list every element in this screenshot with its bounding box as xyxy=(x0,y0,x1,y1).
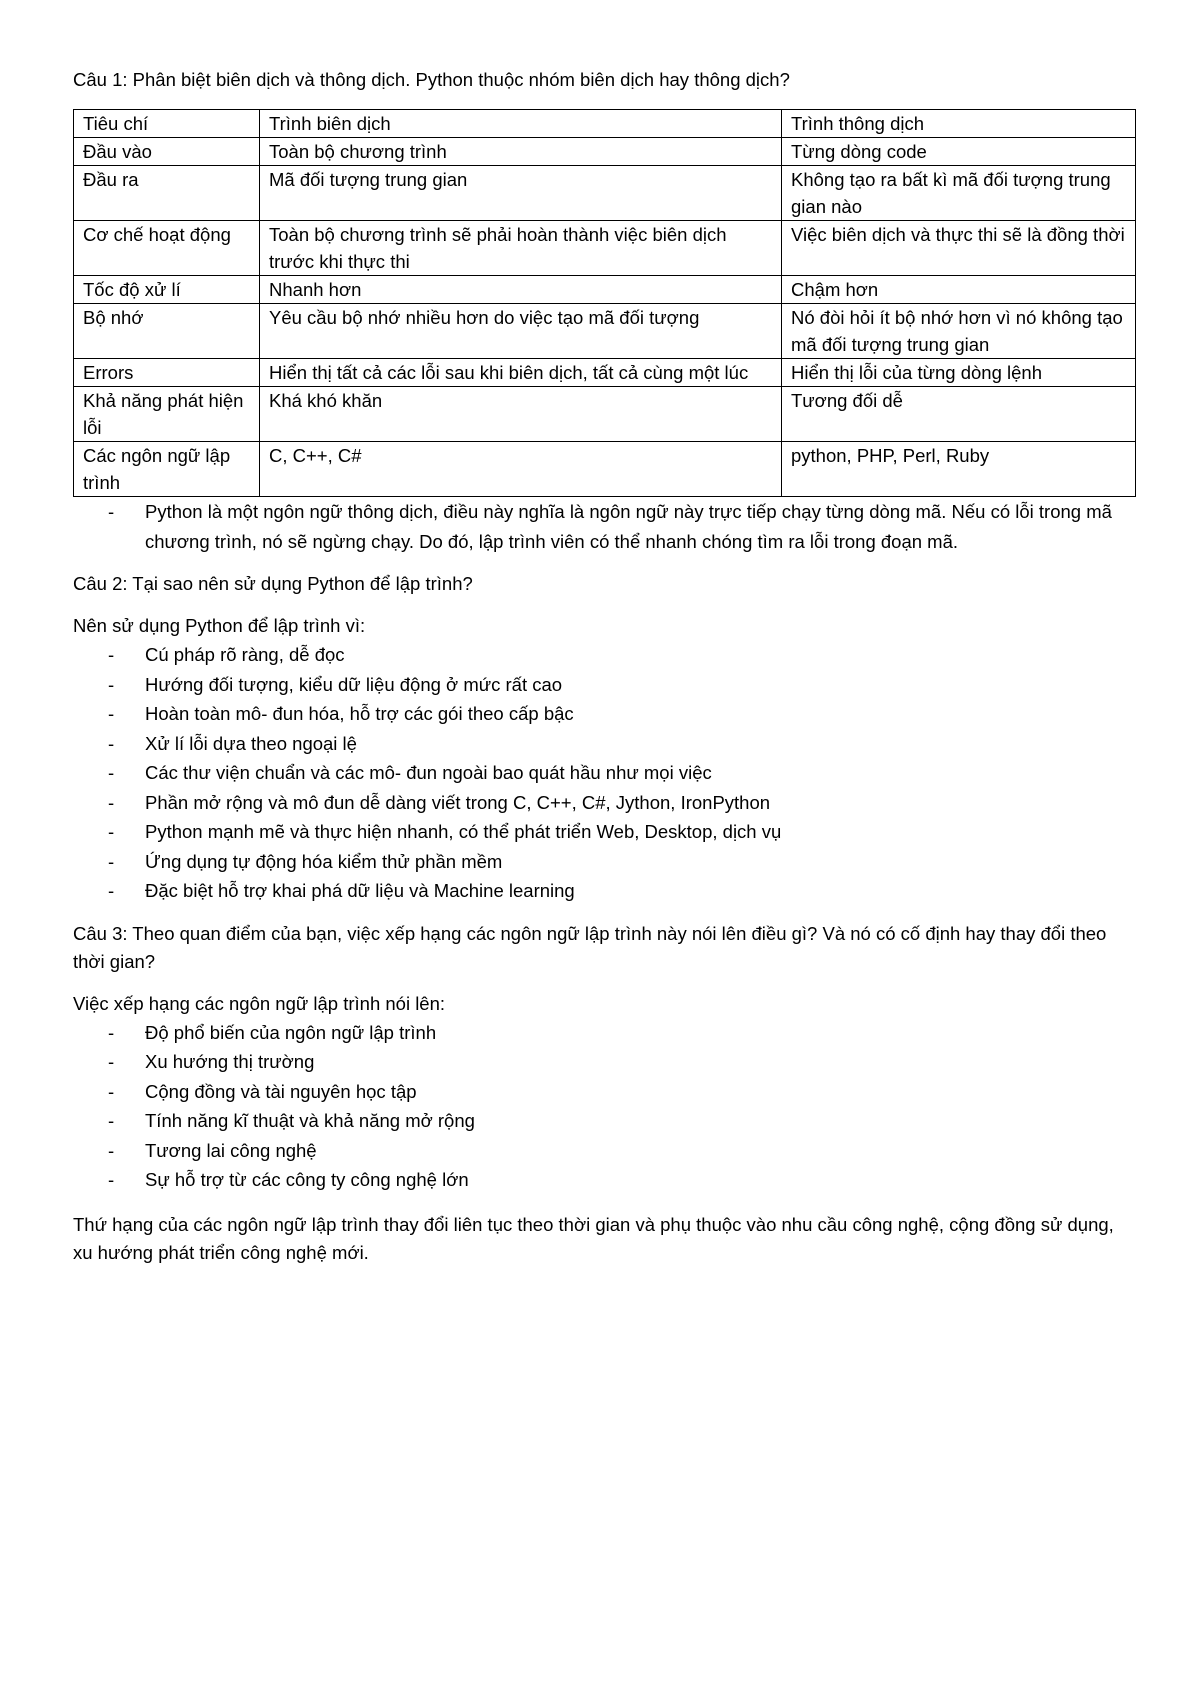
table-cell: Đầu ra xyxy=(74,166,260,221)
table-cell: Không tạo ra bất kì mã đối tượng trung gian nào xyxy=(782,166,1136,221)
list-item: - Python là một ngôn ngữ thông dịch, điều này nghĩa là ngôn ngữ này trực tiếp chạy từng dòng mã. Nếu có lỗi trong mã chương trình, nó sẽ ngừng chạy. Do đó, lập trình viên có thể nhanh chóng tìm ra lỗi trong đoạn mã. xyxy=(73,497,1138,556)
list-item: - Phần mở rộng và mô đun dễ dàng viết trong C, C++, C#, Jython, IronPython xyxy=(73,788,1138,818)
table-row xyxy=(74,304,1136,359)
table-row xyxy=(74,442,1136,497)
question-3-title: Câu 3: Theo quan điểm của bạn, việc xếp hạng các ngôn ngữ lập trình này nói lên điều gì? Và nó có cố định hay thay đổi theo thời gian? xyxy=(73,922,1107,972)
table-cell: Cơ chế hoạt động xyxy=(74,221,260,276)
table-cell: Errors xyxy=(74,359,260,387)
table-cell: Từng dòng code xyxy=(782,138,1136,166)
table-header-cell: Trình biên dịch xyxy=(260,110,782,138)
table-cell: Toàn bộ chương trình xyxy=(260,138,782,166)
list-item: - Xu hướng thị trường xyxy=(73,1047,1138,1077)
table-header-row xyxy=(74,110,1136,138)
list-item: - Tương lai công nghệ xyxy=(73,1136,1138,1166)
question-1-answer-list xyxy=(73,497,1138,556)
table-cell: Hiển thị tất cả các lỗi sau khi biên dịch, tất cả cùng một lúc xyxy=(260,359,782,387)
list-item: - Cộng đồng và tài nguyên học tập xyxy=(73,1077,1138,1107)
list-item: - Python mạnh mẽ và thực hiện nhanh, có thể phát triển Web, Desktop, dịch vụ xyxy=(73,817,1138,847)
table-row xyxy=(74,138,1136,166)
table-cell: Bộ nhớ xyxy=(74,304,260,359)
list-item: - Hoàn toàn mô- đun hóa, hỗ trợ các gói theo cấp bậc xyxy=(73,699,1138,729)
list-item: - Độ phổ biến của ngôn ngữ lập trình xyxy=(73,1018,1138,1048)
comparison-table xyxy=(73,109,1136,497)
table-cell: Nhanh hơn xyxy=(260,276,782,304)
table-cell: Mã đối tượng trung gian xyxy=(260,166,782,221)
question-2-intro: Nên sử dụng Python để lập trình vì: xyxy=(73,615,366,636)
table-row xyxy=(74,221,1136,276)
question-1-title: Câu 1: Phân biệt biên dịch và thông dịch. Python thuộc nhóm biên dịch hay thông dịch? xyxy=(73,69,790,90)
table-cell: Các ngôn ngữ lập trình xyxy=(74,442,260,497)
question-3-conclusion: Thứ hạng của các ngôn ngữ lập trình thay đổi liên tục theo thời gian và phụ thuộc vào nhu cầu công nghệ, cộng đồng sử dụng, xu hướng phát triển công nghệ mới. xyxy=(73,1213,1114,1263)
table-cell: Đầu vào xyxy=(74,138,260,166)
table-cell: C, C++, C# xyxy=(260,442,782,497)
table-row xyxy=(74,276,1136,304)
list-item: - Xử lí lỗi dựa theo ngoại lệ xyxy=(73,729,1138,759)
list-item: - Đặc biệt hỗ trợ khai phá dữ liệu và Machine learning xyxy=(73,876,1138,906)
table-row xyxy=(74,387,1136,442)
list-item: - Sự hỗ trợ từ các công ty công nghệ lớn xyxy=(73,1165,1138,1195)
table-cell: Khá khó khăn xyxy=(260,387,782,442)
document-page xyxy=(73,66,1138,1267)
table-header-cell: Tiêu chí xyxy=(74,110,260,138)
question-3-points-list xyxy=(73,1018,1138,1195)
question-3-intro: Việc xếp hạng các ngôn ngữ lập trình nói lên: xyxy=(73,992,446,1014)
table-row xyxy=(74,359,1136,387)
question-2-title: Câu 2: Tại sao nên sử dụng Python để lập trình? xyxy=(73,573,473,594)
list-item: - Ứng dụng tự động hóa kiểm thử phần mềm xyxy=(73,847,1138,877)
table-cell: Yêu cầu bộ nhớ nhiều hơn do việc tạo mã đối tượng xyxy=(260,304,782,359)
table-header-cell: Trình thông dịch xyxy=(782,110,1136,138)
table-cell: Hiển thị lỗi của từng dòng lệnh xyxy=(782,359,1136,387)
list-item: - Tính năng kĩ thuật và khả năng mở rộng xyxy=(73,1106,1138,1136)
question-2-reasons-list xyxy=(73,640,1138,906)
table-cell: Khả năng phát hiện lỗi xyxy=(74,387,260,442)
table-cell: Tốc độ xử lí xyxy=(74,276,260,304)
table-cell: Chậm hơn xyxy=(782,276,1136,304)
table-cell: Tương đối dễ xyxy=(782,387,1136,442)
table-cell: python, PHP, Perl, Ruby xyxy=(782,442,1136,497)
list-item: - Cú pháp rõ ràng, dễ đọc xyxy=(73,640,1138,670)
table-cell: Việc biên dịch và thực thi sẽ là đồng thời xyxy=(782,221,1136,276)
list-item: - Hướng đối tượng, kiểu dữ liệu động ở mức rất cao xyxy=(73,670,1138,700)
table-row xyxy=(74,166,1136,221)
list-item: - Các thư viện chuẩn và các mô- đun ngoài bao quát hầu như mọi việc xyxy=(73,758,1138,788)
table-cell: Nó đòi hỏi ít bộ nhớ hơn vì nó không tạo mã đối tượng trung gian xyxy=(782,304,1136,359)
table-cell: Toàn bộ chương trình sẽ phải hoàn thành việc biên dịch trước khi thực thi xyxy=(260,221,782,276)
